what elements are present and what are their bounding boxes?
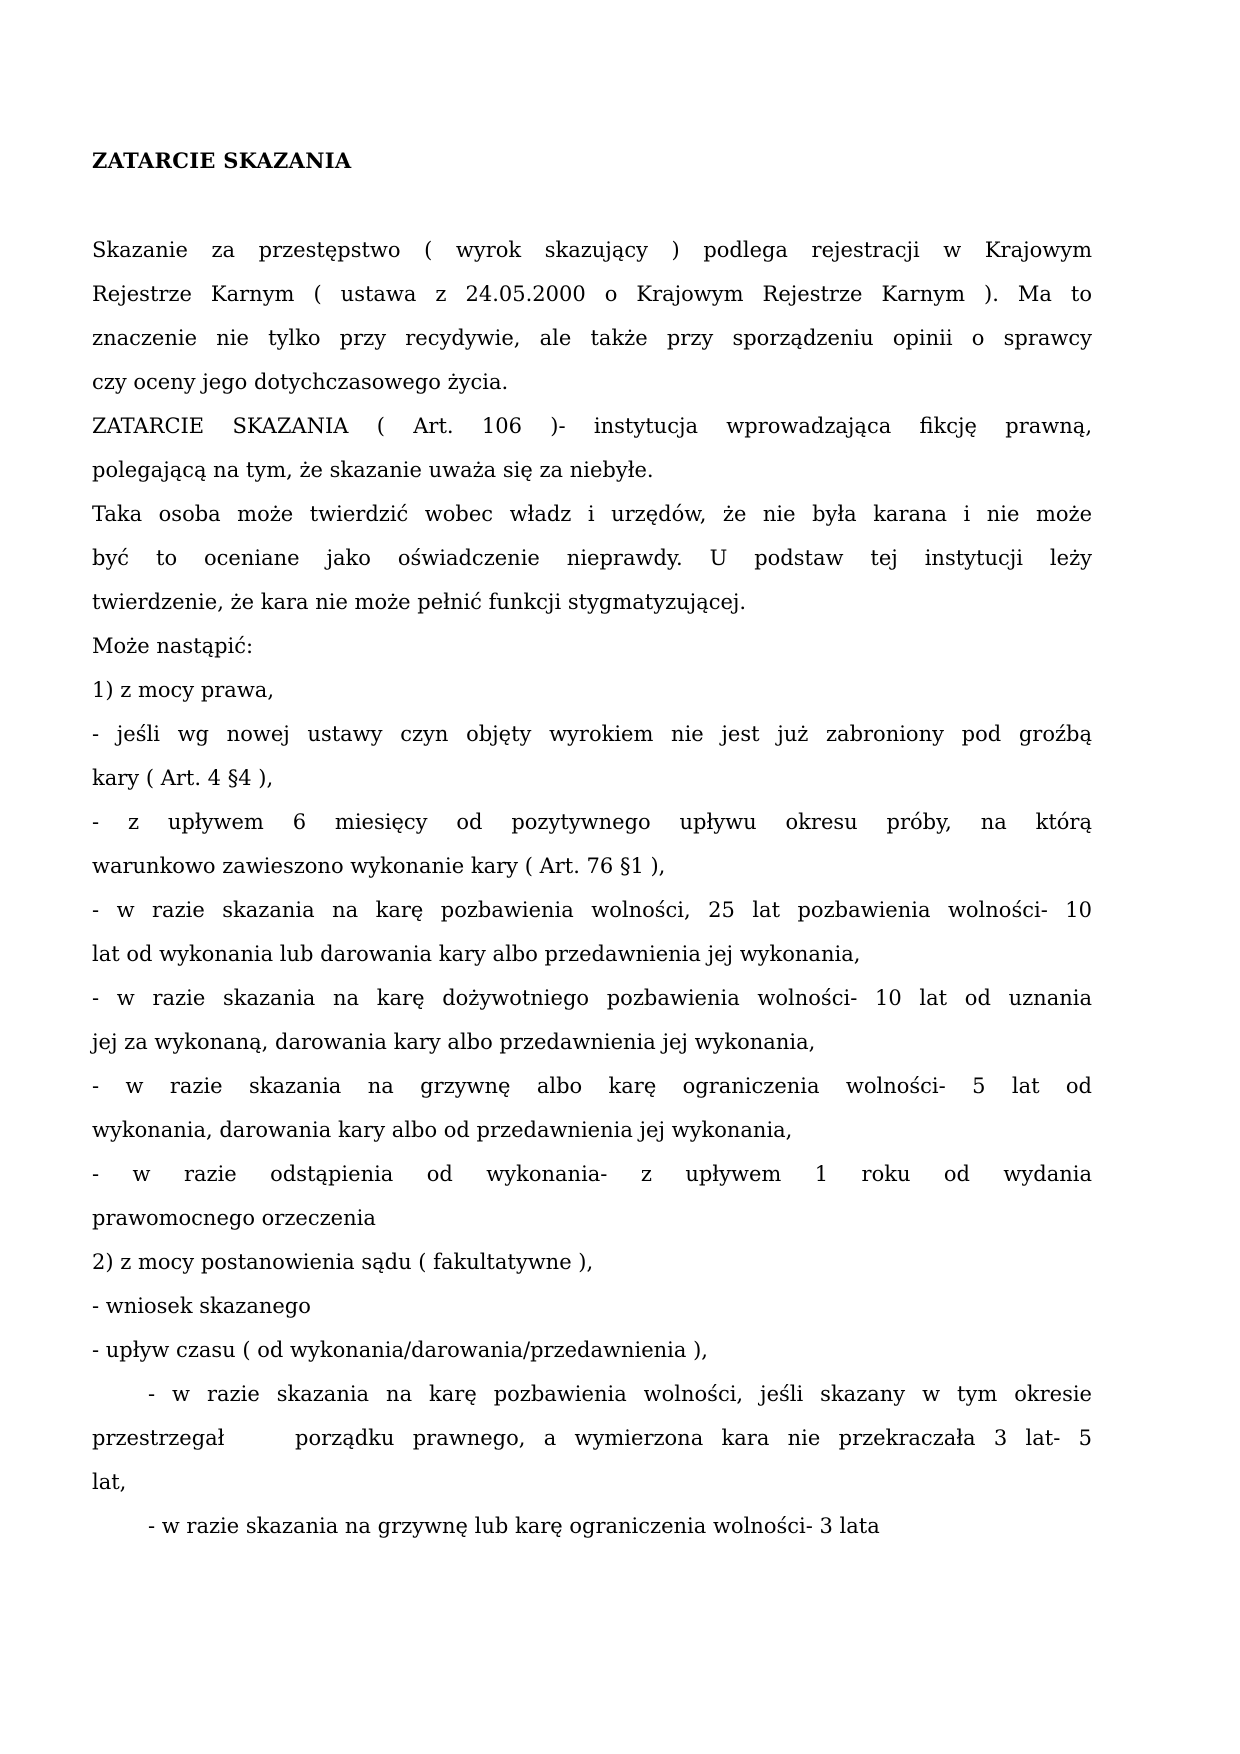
text-line: wykonania, darowania kary albo od przedawnienia jej wykonania, bbox=[92, 1118, 793, 1142]
text-fragment: porządku prawnego, a wymierzona kara nie przekraczała 3 lat- 5 bbox=[295, 1426, 1092, 1450]
text-line: czy oceny jego dotychczasowego życia. bbox=[92, 370, 509, 394]
text-line: - wniosek skazanego bbox=[92, 1294, 311, 1318]
text-line: - z upływem 6 miesięcy od pozytywnego upływu okresu próby, na którą bbox=[92, 810, 1092, 834]
text-line: prawomocnego orzeczenia bbox=[92, 1206, 376, 1230]
document-title: ZATARCIE SKAZANIA bbox=[92, 148, 352, 173]
text-line: 2) z mocy postanowienia sądu ( fakultatywne ), bbox=[92, 1250, 594, 1274]
text-line: Skazanie za przestępstwo ( wyrok skazujący ) podlega rejestracji w Krajowym bbox=[92, 238, 1092, 262]
text-line: być to oceniane jako oświadczenie nieprawdy. U podstaw tej instytucji leży bbox=[92, 546, 1092, 570]
text-line: lat, bbox=[92, 1470, 127, 1494]
text-line: - w razie skazania na grzywnę lub karę ograniczenia wolności- 3 lata bbox=[148, 1514, 880, 1538]
text-line: ZATARCIE SKAZANIA ( Art. 106 )- instytucja wprowadzająca fikcję prawną, bbox=[92, 414, 1092, 438]
text-line: polegającą na tym, że skazanie uważa się za niebyłe. bbox=[92, 458, 654, 482]
text-line: - w razie odstąpienia od wykonania- z upływem 1 roku od wydania bbox=[92, 1162, 1092, 1186]
text-line: - w razie skazania na karę dożywotniego pozbawienia wolności- 10 lat od uznania bbox=[92, 986, 1092, 1010]
text-line: lat od wykonania lub darowania kary albo przedawnienia jej wykonania, bbox=[92, 942, 861, 966]
text-line: warunkowo zawieszono wykonanie kary ( Art. 76 §1 ), bbox=[92, 854, 666, 878]
text-line: - upływ czasu ( od wykonania/darowania/przedawnienia ), bbox=[92, 1338, 708, 1362]
text-line: - jeśli wg nowej ustawy czyn objęty wyrokiem nie jest już zabroniony pod groźbą bbox=[92, 722, 1092, 746]
text-line bbox=[92, 1416, 1092, 1460]
text-line: Taka osoba może twierdzić wobec władz i urzędów, że nie była karana i nie może bbox=[92, 502, 1092, 526]
document-body bbox=[92, 228, 1092, 1548]
text-line: - w razie skazania na grzywnę albo karę ograniczenia wolności- 5 lat od bbox=[92, 1074, 1092, 1098]
text-line: kary ( Art. 4 §4 ), bbox=[92, 766, 274, 790]
text-line: jej za wykonaną, darowania kary albo przedawnienia jej wykonania, bbox=[92, 1030, 816, 1054]
text-line: - w razie skazania na karę pozbawienia wolności, 25 lat pozbawienia wolności- 10 bbox=[92, 898, 1092, 922]
text-line: znaczenie nie tylko przy recydywie, ale także przy sporządzeniu opinii o sprawcy bbox=[92, 326, 1092, 350]
text-line: Rejestrze Karnym ( ustawa z 24.05.2000 o Krajowym Rejestrze Karnym ). Ma to bbox=[92, 282, 1092, 306]
text-line: twierdzenie, że kara nie może pełnić funkcji stygmatyzującej. bbox=[92, 590, 747, 614]
text-fragment: przestrzegał bbox=[92, 1426, 225, 1450]
text-line: - w razie skazania na karę pozbawienia wolności, jeśli skazany w tym okresie bbox=[148, 1382, 1092, 1406]
text-line: 1) z mocy prawa, bbox=[92, 678, 274, 702]
text-line: Może nastąpić: bbox=[92, 634, 254, 658]
